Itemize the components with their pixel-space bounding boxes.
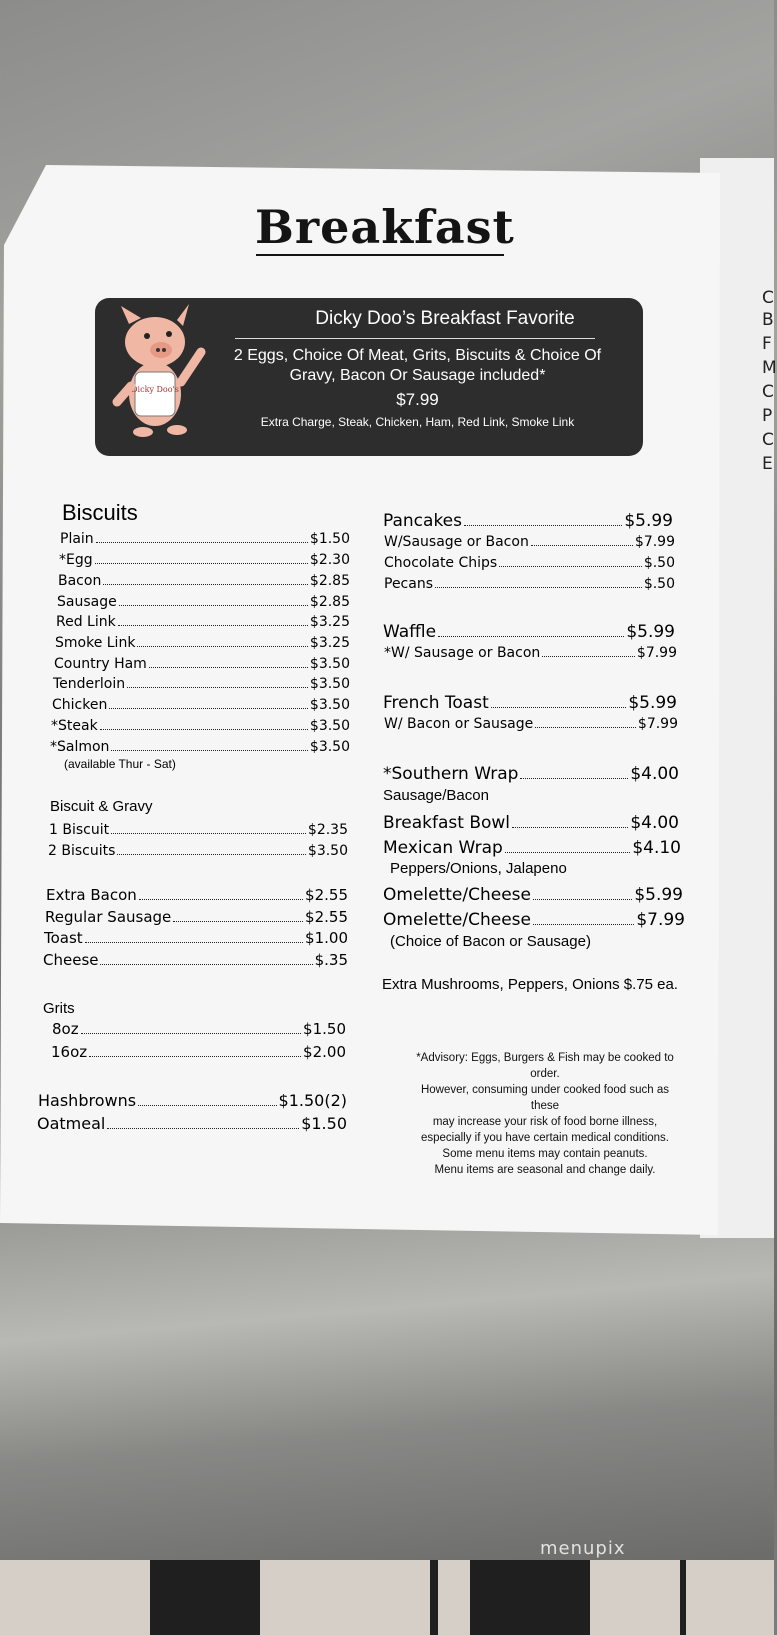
food-advisory [410,1050,680,1178]
dot-leader [505,852,631,853]
favorite-title: Dicky Doo’s Breakfast Favorite [315,308,575,329]
menu-item-price: $5.99 [628,693,677,713]
menu-item-name: Pancakes [383,511,462,531]
dot-leader [512,827,628,828]
steel-counter-surface [0,1220,774,1560]
menu-item-name: W/ Bacon or Sausage [384,716,534,732]
menu-item-row [54,656,350,672]
menu-item-row [37,1114,347,1133]
menu-item-row [55,635,350,651]
menu-item-name: Tenderloin [53,676,126,692]
title-underline [256,254,504,256]
menu-item-row [383,693,677,713]
dot-leader [542,656,635,657]
dot-leader [81,1033,301,1034]
advisory-line: *Advisory: Eggs, Burgers & Fish may be cooked to order. [416,1052,674,1080]
menu-item-name: Plain [60,531,94,547]
extras-line: Extra Mushrooms, Peppers, Onions $.75 ea. [382,976,678,993]
dot-leader [100,964,312,965]
table-leg [430,1560,438,1635]
dot-leader [533,899,632,900]
menu-item-name: W/Sausage or Bacon [384,534,529,550]
dot-leader [531,545,633,546]
menu-item-price: $3.50 [307,843,348,859]
side-letter: C [762,430,774,450]
menu-item-row [48,843,348,859]
menu-item-price: $5.99 [624,511,673,531]
dot-leader [100,729,308,730]
menu-item-name: 2 Biscuits [48,843,116,859]
salmon-availability-note: (available Thur - Sat) [64,757,176,771]
menu-item-price: $3.50 [309,697,350,713]
dot-leader [117,854,306,855]
menu-item-row [46,886,348,904]
southern-wrap-note: Sausage/Bacon [383,787,489,804]
menu-item-price: $4.10 [632,838,681,858]
dot-leader [438,636,624,637]
menu-item-name: *Southern Wrap [383,764,519,784]
dot-leader [173,921,303,922]
menu-item-row [58,573,350,589]
menu-item-name: Regular Sausage [45,908,172,926]
omelette-choice-note: (Choice of Bacon or Sausage) [390,933,591,950]
menu-item-price: $5.99 [634,885,683,905]
menu-item-price: $7.99 [634,534,675,550]
menu-item-price: $7.99 [637,716,678,732]
menu-item-name: Omelette/Cheese [383,910,531,930]
menu-item-row [383,764,679,784]
menu-item-price: $.35 [314,951,348,969]
menu-item-price: $2.85 [309,573,350,589]
menu-item-row [384,645,677,661]
dot-leader [95,563,308,564]
menu-item-price: $7.99 [636,645,677,661]
menu-item-name: 8oz [52,1020,79,1038]
menu-item-price: $3.50 [309,718,350,734]
dot-leader [491,707,627,708]
menu-item-name: Oatmeal [37,1114,106,1133]
menu-item-price: $5.99 [626,622,675,642]
dot-leader [139,899,303,900]
favorite-description: 2 Eggs, Choice Of Meat, Grits, Biscuits & Choice Of Gravy, Bacon Or Sausage included* [233,347,602,384]
menu-item-name: Breakfast Bowl [383,813,511,833]
mexican-wrap-note: Peppers/Onions, Jalapeno [390,860,567,877]
floor [0,1560,774,1635]
dot-leader [535,727,636,728]
menu-item-row [44,929,348,947]
dot-leader [107,1128,299,1129]
menu-item-row [45,908,348,926]
menu-item-row [57,594,350,610]
menu-item-row [383,622,675,642]
menu-item-row [60,531,350,547]
watermark: menupix [540,1538,626,1559]
menu-item-row [38,1091,347,1110]
dot-leader [138,1105,276,1106]
dot-leader [103,584,308,585]
menu-item-row [52,697,350,713]
menu-item-name: 16oz [51,1043,88,1061]
favorite-divider [235,338,595,339]
menu-item-row [43,951,348,969]
dot-leader [111,750,307,751]
table-leg [680,1560,686,1635]
menu-item-price: $2.00 [303,1043,346,1061]
menu-item-price: $4.00 [630,813,679,833]
dot-leader [118,625,308,626]
person-leg [470,1560,590,1635]
menu-item-price: $.50 [643,576,675,592]
dot-leader [464,525,622,526]
menu-item-row [383,885,683,905]
menu-item-price: $3.50 [309,739,350,755]
advisory-line: especially if you have certain medical conditions. [420,1132,670,1144]
menu-item-row [383,910,685,930]
menu-item-row [53,676,350,692]
menu-item-price: $2.35 [307,822,348,838]
menu-item-price: $1.50 [301,1114,347,1133]
menu-item-row [56,614,350,630]
dot-leader [149,667,308,668]
side-letter: C [762,382,774,402]
menu-item-price: $2.55 [305,886,348,904]
menu-item-price: $3.25 [309,614,350,630]
dot-leader [520,778,628,779]
menu-item-price: $1.00 [305,929,348,947]
favorite-extra-charge: Extra Charge, Steak, Chicken, Ham, Red Link, Smoke Link [260,415,575,429]
menu-item-price: $1.50(2) [278,1091,347,1110]
side-letter: C [762,288,774,308]
side-letter: P [762,406,773,426]
menu-item-price: $3.50 [309,676,350,692]
advisory-line: may increase your risk of food borne illness, [432,1116,658,1128]
biscuit-gravy-heading: Biscuit & Gravy [50,798,153,815]
menu-item-row [383,838,681,858]
dot-leader [85,942,303,943]
menu-item-row [384,555,675,571]
menu-item-name: Smoke Link [55,635,136,651]
advisory-line: Menu items are seasonal and change daily. [434,1164,656,1176]
menu-item-name: Mexican Wrap [383,838,503,858]
menu-item-name: Bacon [58,573,102,589]
menu-item-price: $.50 [643,555,675,571]
dot-leader [119,605,308,606]
menu-item-price: $3.25 [309,635,350,651]
menu-item-price: $2.30 [309,552,350,568]
menu-item-name: Country Ham [54,656,147,672]
favorite-price: $7.99 [396,390,439,409]
menu-item-name: Waffle [383,622,437,642]
menu-item-row [383,813,679,833]
menu-item-row [50,739,350,755]
menu-item-name: Pecans [384,576,433,592]
menu-item-name: Toast [44,929,83,947]
dot-leader [499,566,642,567]
side-letter: M [762,358,777,378]
favorite-banner [95,298,643,456]
side-letter: B [762,310,774,330]
menu-item-name: Chicken [52,697,108,713]
dot-leader [533,924,634,925]
menu-item-name: Hashbrowns [38,1091,137,1110]
menu-item-price: $3.50 [309,656,350,672]
menu-item-name: Extra Bacon [46,886,137,904]
menu-item-row [52,1020,346,1038]
advisory-line: Some menu items may contain peanuts. [442,1148,648,1160]
menu-item-row [384,576,675,592]
menu-item-price: $2.85 [309,594,350,610]
dot-leader [127,687,308,688]
menu-item-name: Chocolate Chips [384,555,498,571]
dot-leader [89,1056,301,1057]
menu-item-price: $1.50 [309,531,350,547]
menu-item-name: *Salmon [50,739,110,755]
grits-heading: Grits [43,1000,75,1017]
dot-leader [109,708,308,709]
dot-leader [111,833,306,834]
biscuits-heading: Biscuits [62,500,138,525]
menu-item-price: $1.50 [303,1020,346,1038]
menu-item-row [384,534,675,550]
dot-leader [435,587,642,588]
menu-item-row [59,552,350,568]
dot-leader [96,542,308,543]
menu-item-row [51,718,350,734]
menu-title: Breakfast [255,200,515,254]
pig-mascot-icon [107,302,207,442]
menu-item-row [384,716,678,732]
menu-item-name: *Steak [51,718,98,734]
menu-item-price: $4.00 [630,764,679,784]
advisory-line: However, consuming under cooked food such as these [420,1084,670,1112]
menu-item-price: $7.99 [636,910,685,930]
menu-item-name: Omelette/Cheese [383,885,531,905]
svg-text:Dicky Doo's: Dicky Doo's [131,385,179,394]
menu-item-name: *Egg [59,552,93,568]
side-letter: E [762,454,773,474]
menu-item-name: Sausage [57,594,117,610]
menu-item-row [49,822,348,838]
side-letter: F [762,334,772,354]
menu-item-name: 1 Biscuit [49,822,110,838]
menu-item-name: Red Link [56,614,116,630]
menu-item-row [51,1043,346,1061]
dot-leader [137,646,307,647]
menu-item-name: French Toast [383,693,489,713]
menu-item-price: $2.55 [305,908,348,926]
menu-item-name: Cheese [43,951,99,969]
menu-item-name: *W/ Sausage or Bacon [384,645,541,661]
menu-item-row [383,511,673,531]
chair-leg [150,1560,260,1635]
